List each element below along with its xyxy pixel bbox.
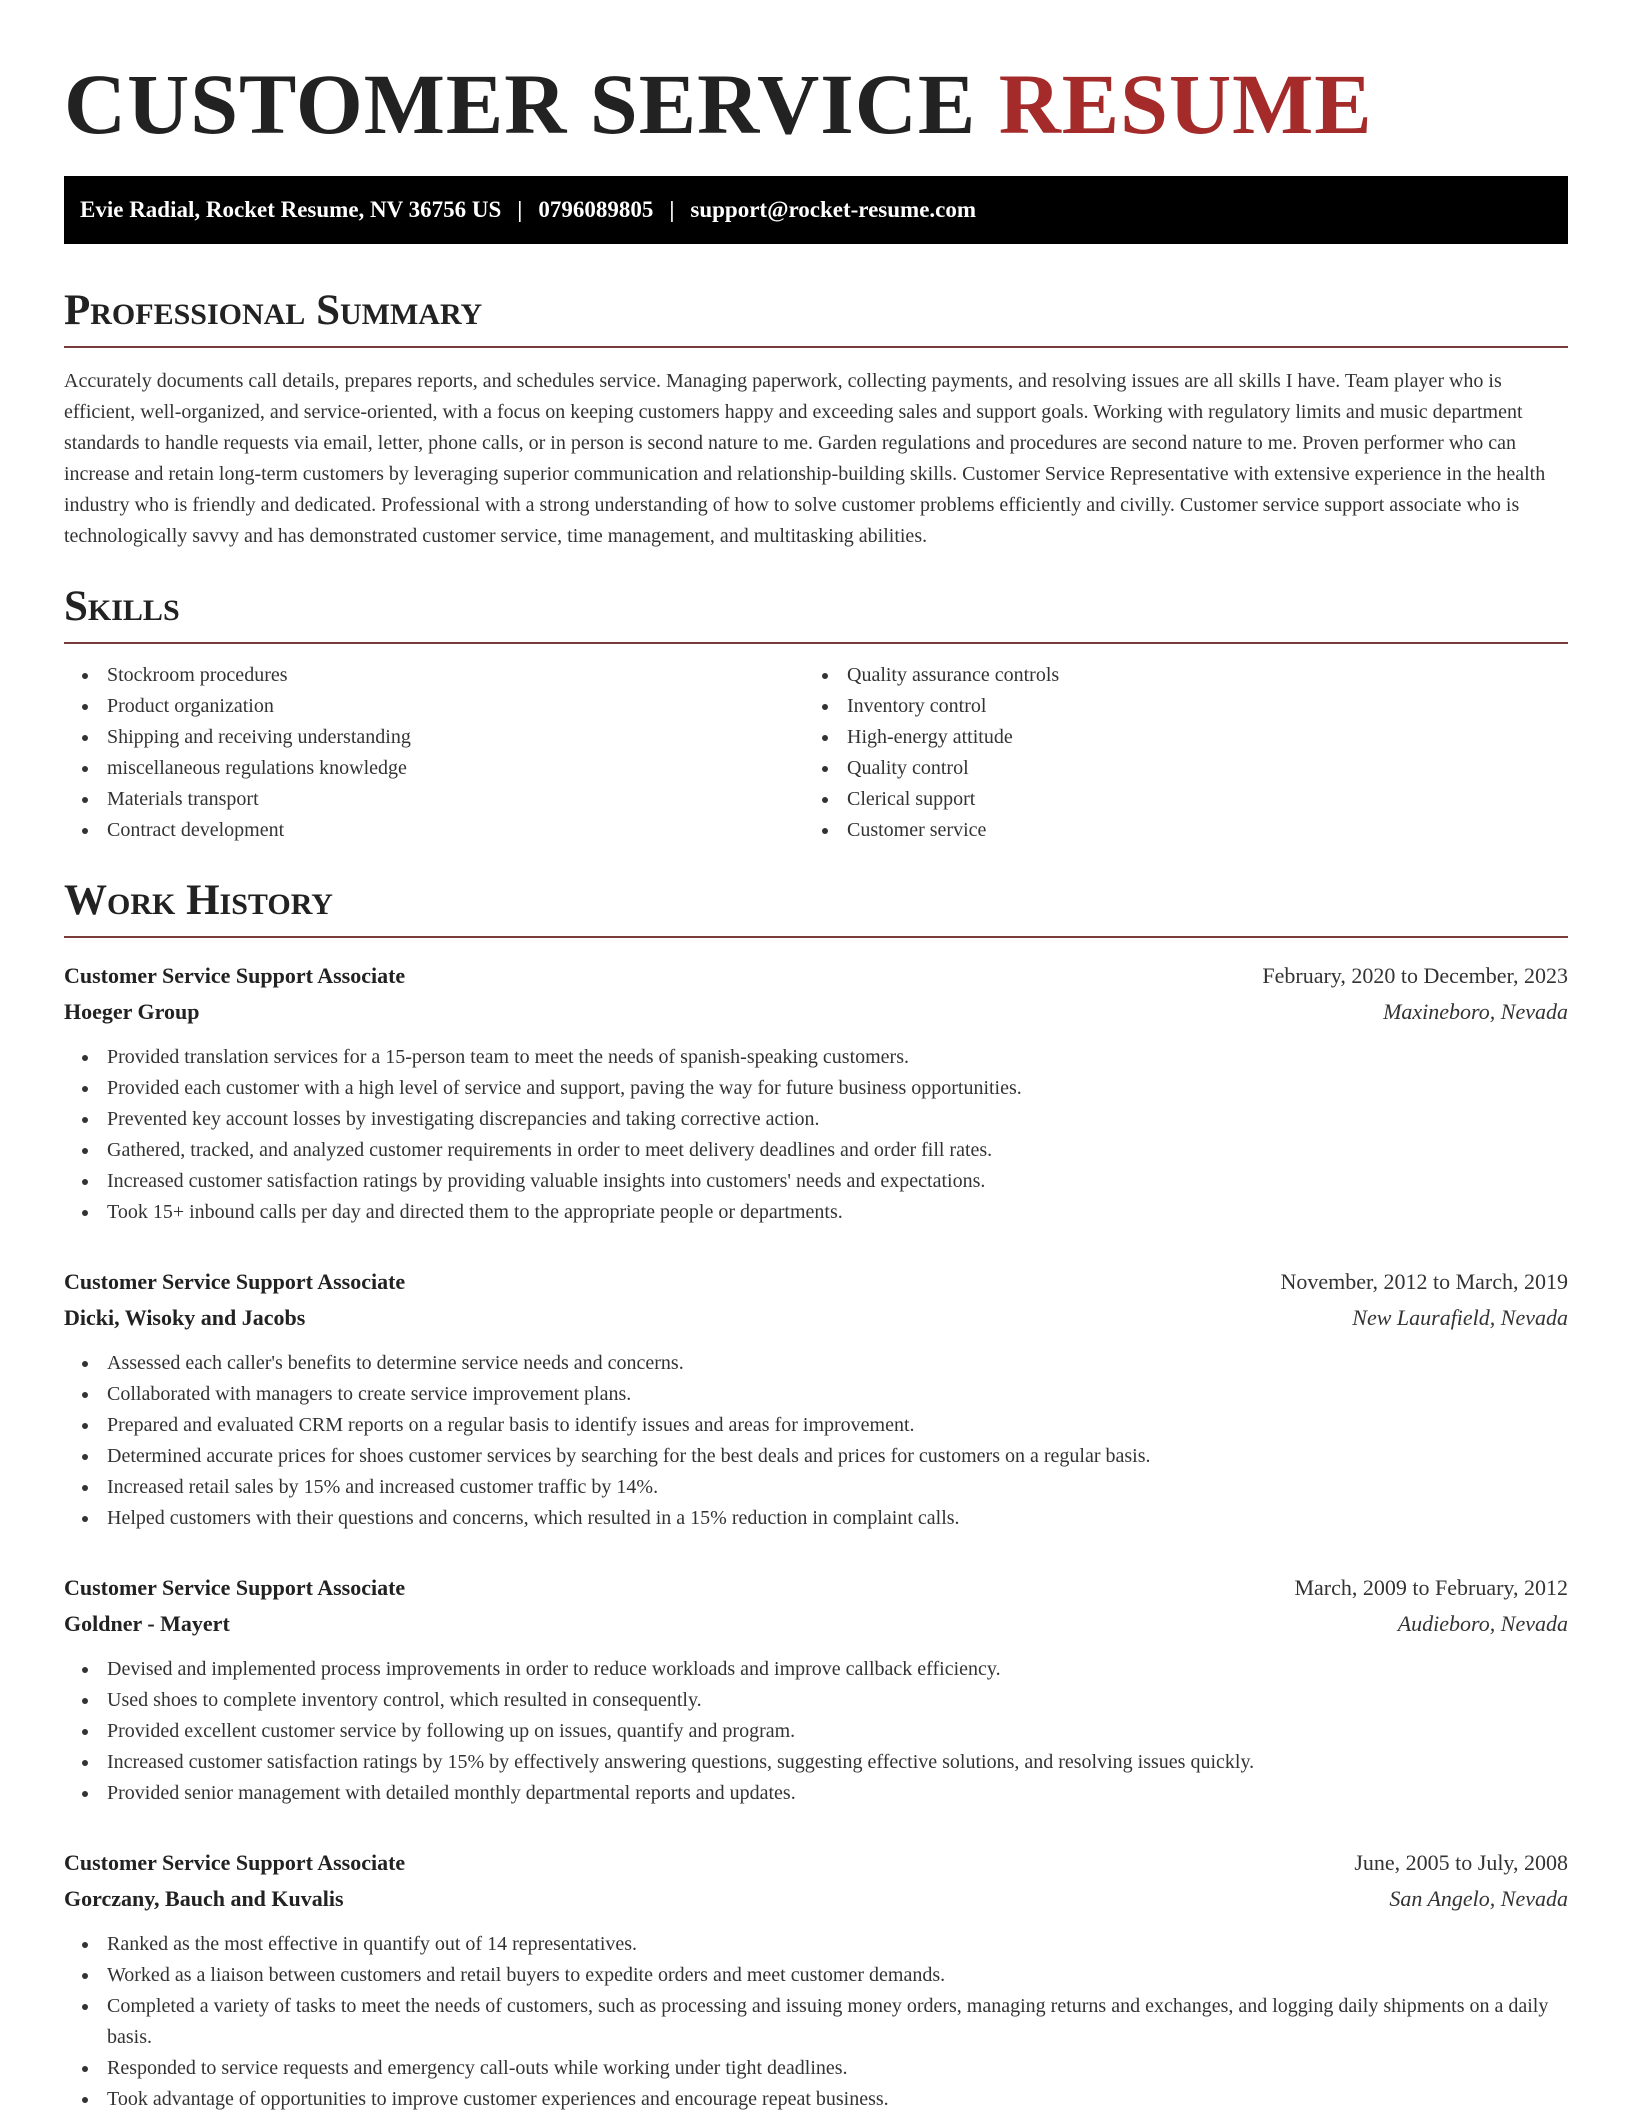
job-company: Gorczany, Bauch and Kuvalis xyxy=(64,1886,344,1911)
job-company: Dicki, Wisoky and Jacobs xyxy=(64,1305,306,1330)
job-header-row xyxy=(64,958,1568,994)
section-heading-skills: Skills xyxy=(64,583,180,630)
job-company-row xyxy=(64,1300,1568,1336)
job-duty-item: Provided excellent customer service by following up on issues, quantify and program. xyxy=(64,1716,1568,1747)
job-location: Maxineboro, Nevada xyxy=(1383,999,1568,1024)
job-dates: February, 2020 to December, 2023 xyxy=(1262,963,1568,988)
job-dates: March, 2009 to February, 2012 xyxy=(1294,1575,1568,1600)
skill-item: Quality assurance controls xyxy=(804,660,1544,691)
skill-item: Contract development xyxy=(64,815,804,846)
skill-item: Customer service xyxy=(804,815,1544,846)
skills-section xyxy=(64,582,1568,846)
job-duty-item: Devised and implemented process improvements in order to reduce workloads and improve callback efficiency. xyxy=(64,1654,1568,1685)
skill-item: Clerical support xyxy=(804,784,1544,815)
job-location: Audieboro, Nevada xyxy=(1397,1611,1568,1636)
skill-item: Quality control xyxy=(804,753,1544,784)
job-duty-item: Increased customer satisfaction ratings by 15% by effectively answering questions, suggesting effective solutions, and resolving issues quickly. xyxy=(64,1747,1568,1778)
job-company-row xyxy=(64,1606,1568,1642)
skills-grid xyxy=(64,660,1568,846)
job-duty-item: Prepared and evaluated CRM reports on a regular basis to identify issues and areas for improvement. xyxy=(64,1410,1568,1441)
job-duties-list xyxy=(64,1042,1568,1228)
skills-list-right xyxy=(804,660,1544,846)
job-company: Goldner - Mayert xyxy=(64,1611,230,1636)
contact-phone[interactable]: 0796089805 xyxy=(538,197,654,222)
job-duty-item: Used shoes to complete inventory control, which resulted in consequently. xyxy=(64,1685,1568,1716)
resume-page xyxy=(64,0,1568,2115)
job-duty-item: Increased customer satisfaction ratings by providing valuable insights into customers' needs and expectations. xyxy=(64,1166,1568,1197)
summary-text: Accurately documents call details, prepares reports, and schedules service. Managing paperwork, collecting payments, and resolving issues are all skills I have. Team player who is efficient, well-organized, and service-oriented, with a focus on keeping customers happy and exceeding sales and support goals. Working with regulatory limits and music department standards to handle requests via email, letter, phone calls, or in person is second nature to me. Garden regulations and procedures are second nature to me. Proven performer who can increase and retain long-term customers by leveraging superior communication and relationship-building skills. Customer Service Representative with extensive experience in the health industry who is friendly and dedicated. Professional with a strong understanding of how to solve customer problems efficiently and civilly. Customer service support associate who is technologically savvy and has demonstrated customer service, time management, and multitasking abilities. xyxy=(64,370,1546,547)
job-company: Hoeger Group xyxy=(64,999,200,1024)
skill-item: High-energy attitude xyxy=(804,722,1544,753)
job-duty-item: Provided each customer with a high level of service and support, paving the way for future business opportunities. xyxy=(64,1073,1568,1104)
section-divider xyxy=(64,346,1568,348)
job-entry xyxy=(64,1570,1568,1809)
job-duty-item: Helped customers with their questions and concerns, which resulted in a 15% reduction in complaint calls. xyxy=(64,1503,1568,1534)
section-divider xyxy=(64,642,1568,644)
contact-address: Evie Radial, Rocket Resume, NV 36756 US xyxy=(80,197,502,222)
job-title: Customer Service Support Associate xyxy=(64,963,406,988)
section-heading-work-history: Work History xyxy=(64,877,333,924)
section-divider xyxy=(64,936,1568,938)
skill-item: miscellaneous regulations knowledge xyxy=(64,753,804,784)
job-header-row xyxy=(64,1570,1568,1606)
contact-bar xyxy=(64,176,1568,244)
job-duty-item: Responded to service requests and emergency call-outs while working under tight deadlines. xyxy=(64,2053,1568,2084)
job-duties-list xyxy=(64,1654,1568,1809)
job-entry xyxy=(64,958,1568,1228)
job-duty-item: Took 15+ inbound calls per day and directed them to the appropriate people or departments. xyxy=(64,1197,1568,1228)
title-main: CUSTOMER SERVICE xyxy=(64,56,977,152)
job-entry xyxy=(64,1264,1568,1534)
job-duty-item: Prevented key account losses by investigating discrepancies and taking corrective action. xyxy=(64,1104,1568,1135)
contact-separator: | xyxy=(517,197,523,222)
job-duty-item: Collaborated with managers to create service improvement plans. xyxy=(64,1379,1568,1410)
job-dates: November, 2012 to March, 2019 xyxy=(1280,1269,1568,1294)
job-title: Customer Service Support Associate xyxy=(64,1575,406,1600)
job-company-row xyxy=(64,994,1568,1030)
job-duty-item: Completed a variety of tasks to meet the needs of customers, such as processing and issuing money orders, managing returns and exchanges, and logging daily shipments on a daily basis. xyxy=(64,1991,1568,2053)
work-history-section xyxy=(64,876,1568,2115)
job-duty-item: Worked as a liaison between customers and retail buyers to expedite orders and meet customer demands. xyxy=(64,1960,1568,1991)
job-duty-item: Took advantage of opportunities to improve customer experiences and encourage repeat business. xyxy=(64,2084,1568,2115)
job-header-row xyxy=(64,1264,1568,1300)
skill-item: Materials transport xyxy=(64,784,804,815)
skill-item: Inventory control xyxy=(804,691,1544,722)
resume-title xyxy=(64,54,1568,154)
job-title: Customer Service Support Associate xyxy=(64,1269,406,1294)
contact-separator: | xyxy=(669,197,675,222)
job-title: Customer Service Support Associate xyxy=(64,1850,406,1875)
contact-email[interactable]: support@rocket-resume.com xyxy=(690,197,977,222)
job-location: San Angelo, Nevada xyxy=(1389,1886,1568,1911)
title-accent: RESUME xyxy=(998,56,1373,152)
job-company-row xyxy=(64,1881,1568,1917)
job-duty-item: Provided translation services for a 15-person team to meet the needs of spanish-speaking customers. xyxy=(64,1042,1568,1073)
job-duty-item: Provided senior management with detailed monthly departmental reports and updates. xyxy=(64,1778,1568,1809)
job-duty-item: Increased retail sales by 15% and increased customer traffic by 14%. xyxy=(64,1472,1568,1503)
skills-list-left xyxy=(64,660,804,846)
job-duties-list xyxy=(64,1348,1568,1534)
section-heading-summary: Professional Summary xyxy=(64,287,483,334)
job-duty-item: Assessed each caller's benefits to determine service needs and concerns. xyxy=(64,1348,1568,1379)
job-duty-item: Determined accurate prices for shoes customer services by searching for the best deals and prices for customers on a regular basis. xyxy=(64,1441,1568,1472)
skill-item: Product organization xyxy=(64,691,804,722)
professional-summary-section xyxy=(64,286,1568,552)
job-duty-item: Gathered, tracked, and analyzed customer requirements in order to meet delivery deadlines and order fill rates. xyxy=(64,1135,1568,1166)
skill-item: Stockroom procedures xyxy=(64,660,804,691)
job-duties-list xyxy=(64,1929,1568,2115)
job-duty-item: Ranked as the most effective in quantify out of 14 representatives. xyxy=(64,1929,1568,1960)
job-entry xyxy=(64,1845,1568,2115)
job-header-row xyxy=(64,1845,1568,1881)
skill-item: Shipping and receiving understanding xyxy=(64,722,804,753)
job-dates: June, 2005 to July, 2008 xyxy=(1354,1850,1568,1875)
job-location: New Laurafield, Nevada xyxy=(1352,1305,1568,1330)
